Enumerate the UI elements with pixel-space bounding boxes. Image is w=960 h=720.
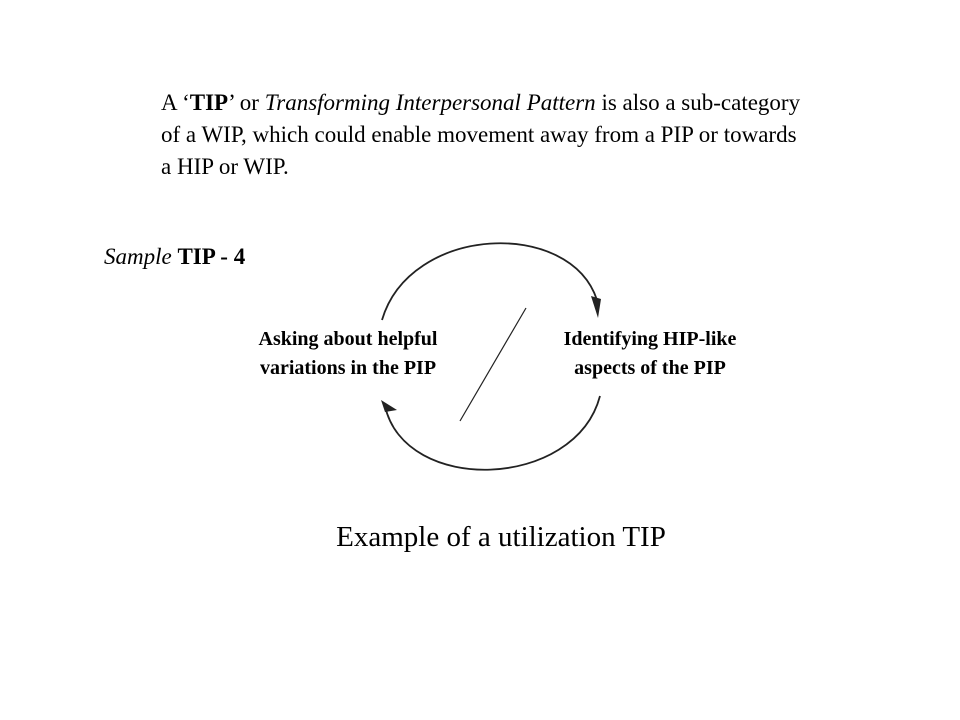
node-left: [225, 325, 471, 383]
sample-label-bold: TIP - 4: [177, 244, 246, 269]
intro-text-1: A ‘: [161, 90, 190, 115]
bottom-arrowhead: [381, 400, 397, 412]
sample-label-italic: Sample: [104, 244, 172, 269]
node-right: [532, 325, 768, 383]
node-left-line1: Asking about helpful: [258, 328, 438, 350]
top-arc: [382, 243, 597, 320]
bottom-arc: [385, 396, 600, 470]
intro-pattern-term: Transforming Interpersonal Pattern: [264, 90, 596, 115]
node-left-line2: variations in the PIP: [259, 357, 437, 379]
intro-text-3: is also a sub-category of a WIP, which could enable movement away from a PIP or towards a HIP or WIP.: [161, 90, 801, 179]
node-right-line2: aspects of the PIP: [574, 357, 726, 379]
intro-text-2: ’ or: [228, 90, 265, 115]
top-arrowhead: [591, 296, 601, 318]
node-right-line1: Identifying HIP-like: [563, 328, 737, 350]
diagram-caption: Example of a utilization TIP: [336, 521, 666, 553]
intro-tip-term: TIP: [189, 90, 229, 115]
